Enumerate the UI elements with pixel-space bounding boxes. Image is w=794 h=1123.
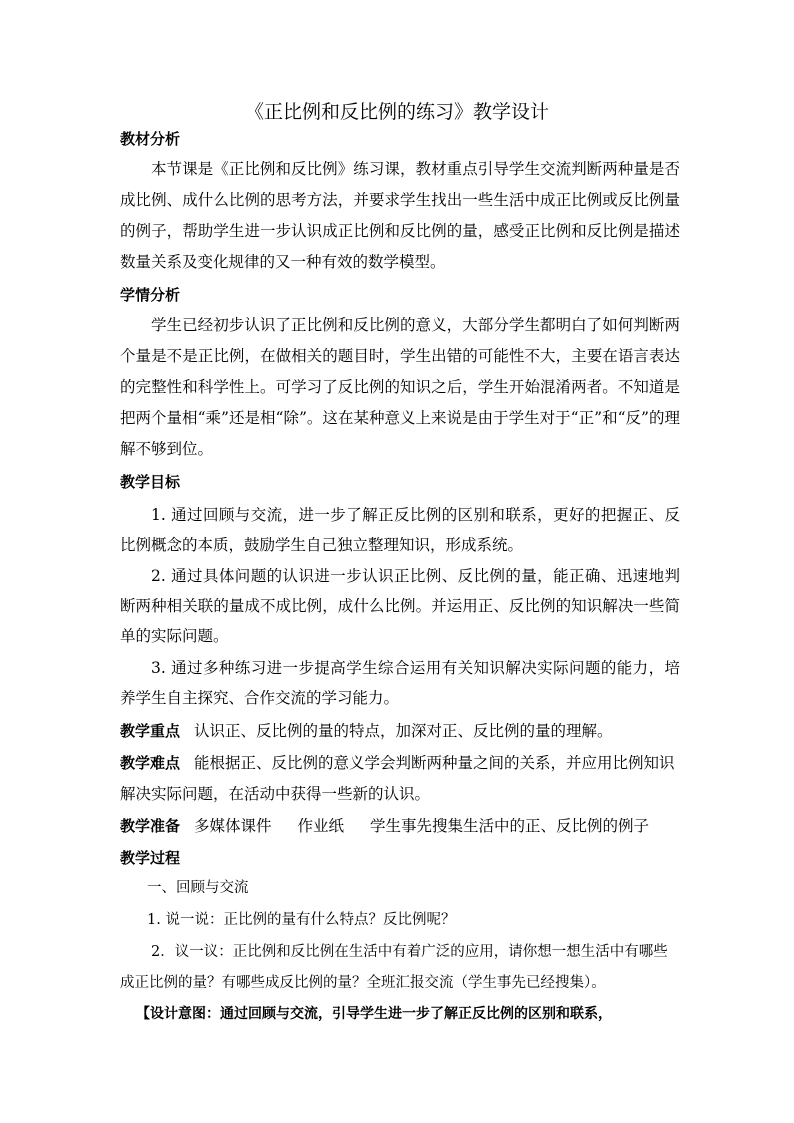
difficulties-text: 能根据正、反比例的意义学会判断两种量之间的关系，并应用比例知识解决实际问题，在活动中获得一些新的认识。: [120, 754, 675, 803]
document-title: 《正比例和反比例的练习》教学设计: [244, 101, 549, 123]
process-question-1: 1. 说一说：正比例的量有什么特点？反比例呢？: [147, 912, 456, 928]
objective-item-1: 1. 通过回顾与交流，进一步了解正反比例的区别和联系，更好的把握正、反比例概念的本质，鼓励学生自己独立整理知识，形成系统。: [120, 506, 680, 554]
design-intent-note: 【设计意图：通过回顾与交流，引导学生进一步了解正反比例的区别和联系，: [136, 1006, 612, 1022]
paragraph-material-analysis: 本节课是《正比例和反比例》练习课，教材重点引导学生交流判断两种量是否成比例、成什么比例的思考方法，并要求学生找出一些生活中成正比例或反比例量的例子，帮助学生进一步认识成正比例和反比例的量，感受正比例和反比例是描述数量关系及变化规律的又一种有效的数学模型。: [120, 160, 680, 271]
key-points-label: 教学重点: [120, 722, 181, 740]
difficulties-row: [120, 748, 680, 810]
objective-item-2: 2. 通过具体问题的认识进一步认识正比例、反比例的量，能正确、迅速地判断两种相关联的量成不成比例，成什么比例。并运用正、反比例的知识解决一些简单的实际问题。: [120, 567, 680, 645]
preparation-item: 学生事先搜集生活中的正、反比例的例子: [370, 817, 650, 835]
heading-material-analysis: 教材分析: [120, 130, 181, 148]
paragraph-student-analysis: 学生已经初步认识了正比例和反比例的意义，大部分学生都明白了如何判断两个量是不是正比例，在做相关的题目时，学生出错的可能性不大，主要在语言表达的完整性和科学性上。可学习了反比例的知识之后，学生开始混淆两者。不知道是把两个量相“乘”还是相“除”。这在某种意义上来说是由于学生对于“正”和“反”的理解不够到位。: [120, 316, 680, 458]
process-question-2: 2．议一议：正比例和反比例在生活中有着广泛的应用，请你想一想生活中有哪些成正比例的量？有哪些成反比例的量？全班汇报交流（学生事先已经搜集）。: [120, 944, 668, 991]
preparation-item: 多媒体课件: [194, 817, 272, 835]
objective-item-3: 3. 通过多种练习进一步提高学生综合运用有关知识解决实际问题的能力，培养学生自主探究、合作交流的学习能力。: [120, 659, 680, 707]
process-part1-title: 一、回顾与交流: [147, 880, 249, 896]
heading-objectives: 教学目标: [120, 473, 181, 491]
preparation-item: 作业纸: [297, 817, 345, 835]
heading-process: 教学过程: [120, 849, 181, 867]
key-points-text: 认识正、反比例的量的特点，加深对正、反比例的量的理解。: [194, 722, 613, 740]
preparation-label: 教学准备: [120, 817, 181, 835]
heading-student-analysis: 学情分析: [120, 286, 181, 304]
difficulties-label: 教学难点: [120, 754, 181, 772]
key-points-row: [120, 716, 680, 747]
preparation-row: [120, 811, 680, 842]
